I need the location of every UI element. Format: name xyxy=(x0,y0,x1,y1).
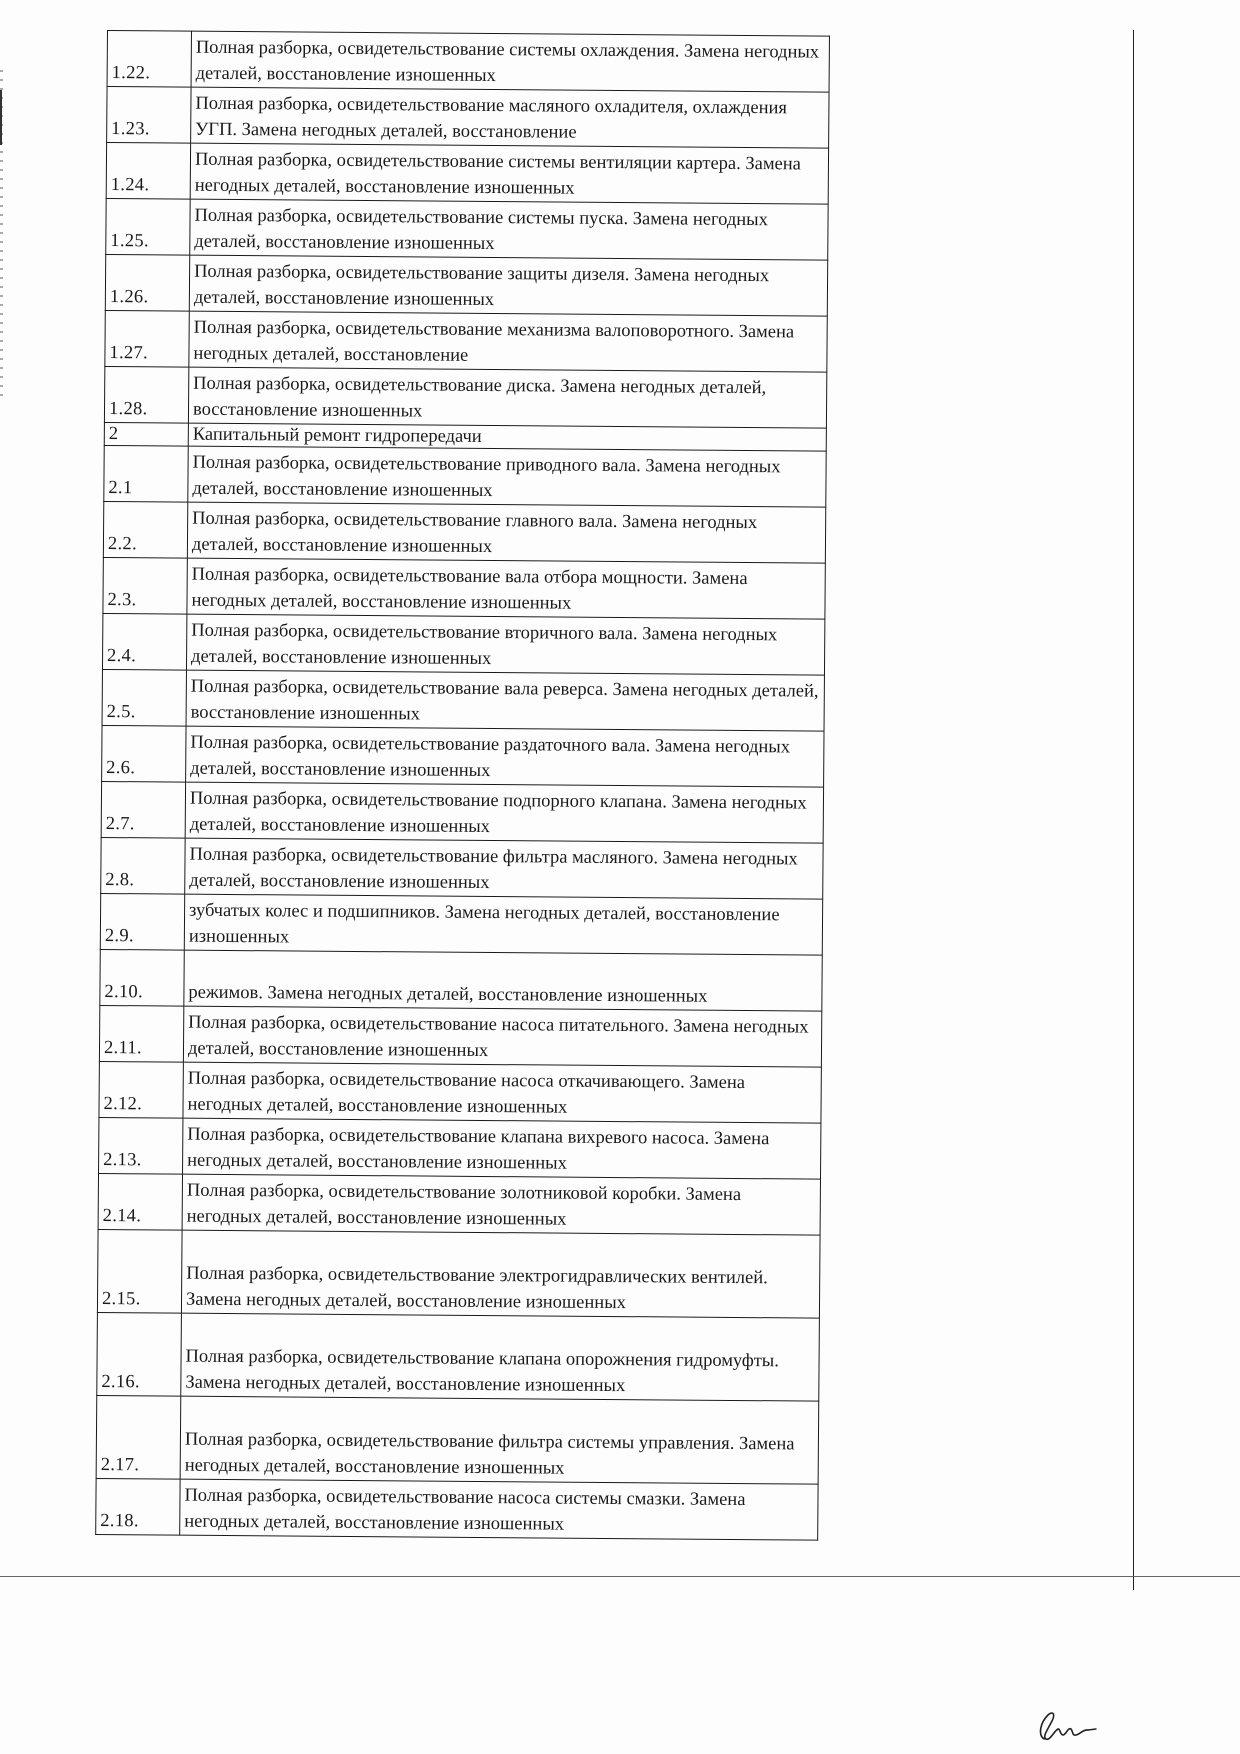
item-description: Полная разборка, освидетельствование приводного вала. Замена негодных деталей, восстановление изношенных xyxy=(188,446,826,507)
item-number: 2.9. xyxy=(100,893,184,950)
table-row xyxy=(103,557,825,619)
table-row xyxy=(97,1229,820,1318)
item-description: Полная разборка, освидетельствование насоса системы смазки. Замена негодных деталей, восстановление изношенных xyxy=(180,1479,818,1540)
item-number: 2.18. xyxy=(96,1478,180,1535)
repair-works-table xyxy=(95,30,830,1541)
item-number: 2.3. xyxy=(103,557,187,614)
item-description: Полная разборка, освидетельствование фильтра масляного. Замена негодных деталей, восстановление изношенных xyxy=(185,838,823,899)
item-number: 2.16. xyxy=(97,1312,182,1396)
table-row xyxy=(99,1061,821,1123)
item-number: 1.26. xyxy=(105,254,189,311)
item-description: Полная разборка, освидетельствование насоса питательного. Замена негодных деталей, восстановление изношенных xyxy=(183,1006,821,1067)
table-row xyxy=(100,893,822,955)
item-description: Полная разборка, освидетельствование золотниковой коробки. Замена негодных деталей, восстановление изношенных xyxy=(182,1174,820,1235)
item-description: Полная разборка, освидетельствование клапана вихревого насоса. Замена негодных деталей, восстановление изношенных xyxy=(183,1118,821,1179)
table-row xyxy=(97,1312,820,1401)
table-row xyxy=(99,1117,821,1179)
table-row xyxy=(106,198,828,260)
item-description: Полная разборка, освидетельствование защиты дизеля. Замена негодных деталей, восстановление изношенных xyxy=(189,255,827,316)
item-number: 2.11. xyxy=(99,1005,183,1062)
item-number: 2.1 xyxy=(104,445,188,502)
scan-artifact xyxy=(0,90,2,145)
item-number: 2.8. xyxy=(101,837,185,894)
item-number: 2.7. xyxy=(101,781,185,838)
table-body xyxy=(96,31,830,1541)
item-description: Полная разборка, освидетельствование клапана опорожнения гидромуфты. Замена негодных деталей, восстановление изношенных xyxy=(181,1313,820,1401)
item-description: Полная разборка, освидетельствование подпорного клапана. Замена негодных деталей, восстановление изношенных xyxy=(185,782,823,843)
table-row xyxy=(96,1395,819,1484)
item-number: 1.27. xyxy=(105,310,189,367)
table-row xyxy=(104,445,826,507)
table-row xyxy=(99,1005,821,1067)
item-description: Полная разборка, освидетельствование фильтра системы управления. Замена негодных деталей, восстановление изношенных xyxy=(180,1396,819,1484)
item-number: 2.4. xyxy=(102,613,186,670)
table-row xyxy=(107,87,829,149)
item-number: 2.15. xyxy=(97,1229,182,1313)
table-row xyxy=(102,613,824,675)
item-description: Полная разборка, освидетельствование вторичного вала. Замена негодных деталей, восстановление изношенных xyxy=(186,614,824,675)
item-description: Полная разборка, освидетельствование системы вентиляции картера. Замена негодных деталей, восстановление изношенных xyxy=(190,143,828,204)
item-description: Полная разборка, освидетельствование диска. Замена негодных деталей, восстановление изношенных xyxy=(188,367,826,428)
page-divider-line xyxy=(0,1576,1240,1577)
item-number: 1.28. xyxy=(104,366,188,423)
table-row xyxy=(103,501,825,563)
item-description: Полная разборка, освидетельствование вала отбора мощности. Замена негодных деталей, восстановление изношенных xyxy=(187,558,825,619)
item-description: Полная разборка, освидетельствование раздаточного вала. Замена негодных деталей, восстановление изношенных xyxy=(186,726,824,787)
item-number: 1.23. xyxy=(107,87,191,144)
item-description: Полная разборка, освидетельствование системы охлаждения. Замена негодных деталей, восстановление изношенных xyxy=(191,31,829,92)
item-description: зубчатых колес и подшипников. Замена негодных деталей, восстановление изношенных xyxy=(184,894,822,955)
item-number: 2.13. xyxy=(99,1117,183,1174)
item-description: Полная разборка, освидетельствование электрогидравлических вентилей. Замена негодных деталей, восстановление изношенных xyxy=(181,1230,820,1318)
item-number: 2.2. xyxy=(103,501,187,558)
table-row xyxy=(101,781,823,843)
item-description: Полная разборка, освидетельствование механизма валоповоротного. Замена негодных деталей, восстановление xyxy=(189,311,827,372)
table-row xyxy=(107,31,829,93)
table-row xyxy=(104,366,826,428)
table-row xyxy=(102,725,824,787)
signature-icon xyxy=(1030,1705,1100,1745)
item-number: 2.5. xyxy=(102,669,186,726)
table-row xyxy=(96,1478,818,1540)
table-row xyxy=(100,949,822,1011)
item-number: 2.14. xyxy=(98,1173,182,1230)
item-description: Полная разборка, освидетельствование системы пуска. Замена негодных деталей, восстановление изношенных xyxy=(190,199,828,260)
item-number: 2.17. xyxy=(96,1395,181,1479)
table-row xyxy=(101,837,823,899)
item-number: 1.24. xyxy=(106,143,190,200)
table-row xyxy=(98,1173,820,1235)
item-description: Полная разборка, освидетельствование вала реверса. Замена негодных деталей, восстановление изношенных xyxy=(186,670,824,731)
table-row xyxy=(106,143,828,205)
item-description: Полная разборка, освидетельствование масляного охладителя, охлаждения УГП. Замена негодных деталей, восстановление xyxy=(191,87,829,148)
item-description: Полная разборка, освидетельствование главного вала. Замена негодных деталей, восстановление изношенных xyxy=(187,502,825,563)
table-row xyxy=(105,310,827,372)
item-number: 2.10. xyxy=(100,949,184,1006)
item-number: 2.6. xyxy=(102,725,186,782)
item-number: 2.12. xyxy=(99,1061,183,1118)
item-description: режимов. Замена негодных деталей, восстановление изношенных xyxy=(184,950,822,1011)
item-description: Капитальный ремонт гидропередачи xyxy=(188,423,826,451)
item-description: Полная разборка, освидетельствование насоса откачивающего. Замена негодных деталей, восстановление изношенных xyxy=(183,1062,821,1123)
table-row xyxy=(102,669,824,731)
item-number: 2 xyxy=(104,422,188,446)
item-number: 1.22. xyxy=(107,31,191,88)
page-margin-line xyxy=(1133,30,1134,1590)
table-row xyxy=(105,254,827,316)
item-number: 1.25. xyxy=(106,198,190,255)
